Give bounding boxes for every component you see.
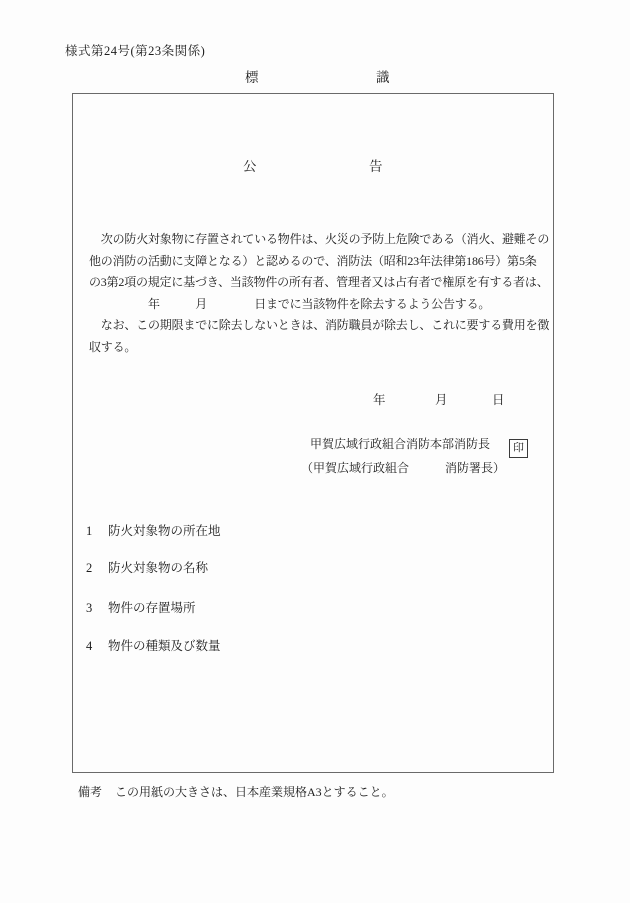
item-number: 2	[86, 561, 93, 575]
item-label: 物件の存置場所	[108, 601, 196, 615]
date-month-label: 月	[435, 393, 448, 407]
document-title-char-2: 識	[376, 70, 390, 85]
notice-heading-char-2: 告	[369, 159, 383, 174]
list-item-place	[86, 598, 196, 616]
remarks-label: 備考	[78, 785, 103, 799]
item-number: 3	[86, 601, 93, 615]
body-line: の3第2項の規定に基づき、当該物件の所有者、管理者又は占有者で権原を有する者は、	[89, 275, 549, 289]
notice-border-box	[72, 93, 554, 773]
item-number: 4	[86, 639, 93, 653]
signature-fire-chief-text: 甲賀広域行政組合消防本部消防長	[310, 437, 491, 451]
document-title-char-1: 標	[245, 70, 259, 85]
item-number: 1	[86, 524, 93, 538]
date-year-label: 年	[373, 393, 386, 407]
body-line: 年 月 日までに当該物件を除去するよう公告する。	[89, 296, 491, 311]
remarks-text: この用紙の大きさは、日本産業規格A3とすること。	[115, 785, 394, 799]
form-number: 様式第24号(第23条関係)	[65, 44, 206, 58]
notice-body	[89, 229, 550, 358]
body-line: 収する。	[89, 339, 137, 354]
body-line: なお、この期限までに除去しないときは、消防職員が除去し、これに要する費用を徴	[89, 318, 550, 332]
list-item-name	[86, 558, 208, 576]
date-day-label: 日	[492, 393, 505, 407]
item-label: 防火対象物の所在地	[108, 524, 221, 538]
body-line: 他の消防の活動に支障となる）と認めるので、消防法（昭和23年法律第186号）第5条	[89, 253, 537, 268]
list-item-kind-quantity	[86, 636, 221, 654]
list-item-location	[86, 521, 221, 539]
signature-fire-chief	[310, 435, 528, 458]
body-line: 次の防火対象物に存置されている物件は、火災の予防上危険である（消火、避難その	[89, 232, 550, 246]
signature-fire-station: （甲賀広域行政組合 消防署長）	[301, 461, 506, 475]
notice-heading-char-1: 公	[243, 159, 257, 174]
remarks-note	[78, 783, 394, 800]
item-label: 防火対象物の名称	[108, 561, 209, 575]
item-label: 物件の種類及び数量	[108, 639, 221, 653]
seal-mark-icon: 印	[509, 439, 528, 458]
